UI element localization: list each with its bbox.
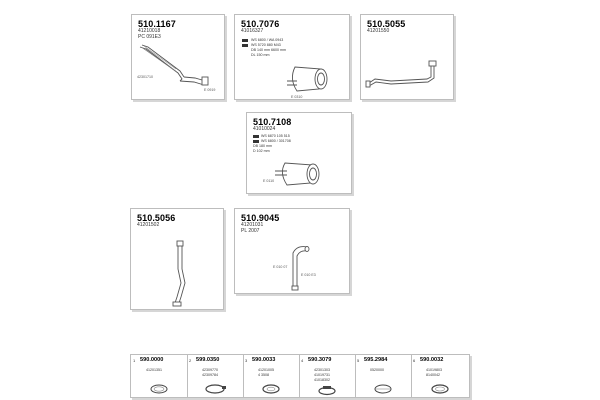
part-card-510-7108[interactable] bbox=[246, 112, 352, 194]
callout-label: E 0110 bbox=[263, 179, 275, 183]
part-number: 510.7076 bbox=[241, 19, 280, 29]
exhaust-pipe-drawing bbox=[132, 15, 224, 99]
accessory-strip bbox=[130, 354, 470, 398]
part-note: PC 091E3 bbox=[138, 34, 161, 40]
item-ref: 41019803 bbox=[426, 368, 442, 372]
part-card-510-7076[interactable] bbox=[234, 14, 350, 100]
gasket-icon bbox=[411, 355, 469, 397]
item-ref: 4 3508 bbox=[258, 373, 269, 377]
spec-line: DB 140 mm 6600 mm bbox=[251, 48, 286, 52]
part-number: 510.7108 bbox=[253, 117, 292, 127]
accessory-item[interactable] bbox=[355, 355, 412, 397]
item-ref: 41019731 bbox=[314, 373, 330, 377]
reference-number: 41201031 bbox=[241, 222, 264, 228]
spec-line: DL 150 mm bbox=[251, 53, 270, 57]
part-number: 510.1167 bbox=[138, 19, 176, 29]
gasket-icon bbox=[243, 355, 299, 397]
tailpipe-drawing bbox=[235, 209, 349, 293]
accessory-item[interactable] bbox=[299, 355, 356, 397]
gasket-icon bbox=[131, 355, 187, 397]
item-index: 3 bbox=[245, 358, 248, 363]
spec-line: D 102 mm bbox=[253, 149, 270, 153]
item-ref: 42301303 bbox=[314, 368, 330, 372]
spec-line: WS 6800 / WA 0943 bbox=[251, 38, 284, 42]
accessory-item[interactable] bbox=[131, 355, 188, 397]
item-ref: 42309770 bbox=[202, 368, 218, 372]
accessory-item[interactable] bbox=[243, 355, 300, 397]
item-code: 590.0032 bbox=[420, 357, 444, 363]
callout-label: E 0310 bbox=[291, 95, 303, 99]
item-ref: 42309784 bbox=[202, 373, 218, 377]
spec-line: WS 6800 / 301708 bbox=[261, 139, 291, 143]
part-number: 510.5055 bbox=[367, 19, 406, 29]
reference-number: 41016327 bbox=[241, 28, 264, 34]
spec-line: WS 6870 105 515 bbox=[261, 134, 290, 138]
accessory-item[interactable] bbox=[411, 355, 469, 397]
exhaust-pipe-drawing bbox=[361, 15, 453, 99]
item-index: 5 bbox=[357, 358, 360, 363]
reference-number: 41010024 bbox=[253, 126, 276, 132]
item-index: 6 bbox=[413, 358, 416, 363]
callout-label: E 010 E3 bbox=[301, 273, 316, 277]
item-ref: 8140042 bbox=[426, 373, 440, 377]
part-card-510-5056[interactable] bbox=[130, 208, 224, 310]
item-ref: 41201351 bbox=[146, 368, 162, 372]
reference-number: 41201550 bbox=[367, 28, 390, 34]
part-number: 510.9045 bbox=[241, 213, 280, 223]
item-code: 590.0033 bbox=[252, 357, 276, 363]
accessory-item[interactable] bbox=[187, 355, 244, 397]
item-index: 4 bbox=[301, 358, 304, 363]
reference-number: 41210018 bbox=[138, 28, 161, 34]
spec-line: DB 180 mm bbox=[253, 144, 272, 148]
item-ref: 41018302 bbox=[314, 378, 330, 382]
clamp-icon bbox=[187, 355, 243, 397]
gasket-icon bbox=[355, 355, 411, 397]
item-index: 1 bbox=[133, 358, 136, 363]
item-ref: 41201005 bbox=[258, 368, 274, 372]
item-ref: 0520000 bbox=[370, 368, 384, 372]
item-code: 595.2984 bbox=[364, 357, 388, 363]
item-index: 2 bbox=[189, 358, 192, 363]
clamp-icon bbox=[299, 355, 355, 397]
exhaust-pipe-drawing bbox=[131, 209, 223, 309]
muffler-drawing bbox=[235, 15, 349, 99]
part-note: PL 2007 bbox=[241, 228, 260, 234]
callout-label: E 010 07 bbox=[273, 265, 288, 269]
callout-label: 42301710 bbox=[137, 75, 153, 79]
part-card-510-5055[interactable] bbox=[360, 14, 454, 100]
part-card-510-1167[interactable] bbox=[131, 14, 225, 100]
item-code: 599.0350 bbox=[196, 357, 220, 363]
callout-label: E 0919 bbox=[204, 88, 216, 92]
part-card-510-9045[interactable] bbox=[234, 208, 350, 294]
spec-line: WS 5720 880 M43 bbox=[251, 43, 281, 47]
reference-number: 41201502 bbox=[137, 222, 160, 228]
item-code: 590.0000 bbox=[140, 357, 164, 363]
item-code: 590.3079 bbox=[308, 357, 332, 363]
part-number: 510.5056 bbox=[137, 213, 176, 223]
